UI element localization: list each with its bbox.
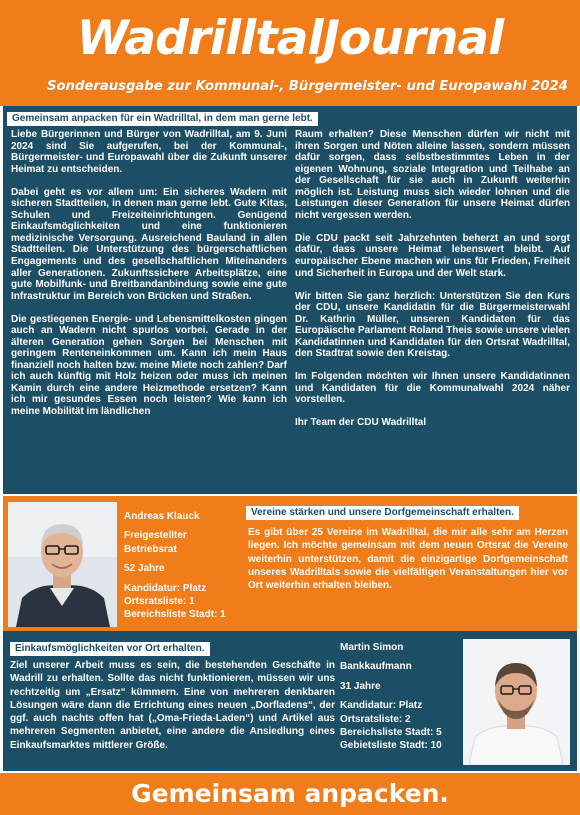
portrait-image: [463, 639, 570, 765]
candidate-photo-simon: [463, 639, 570, 765]
candidate-role: Freigestellter: [124, 530, 187, 542]
article-paragraph: Raum erhalten? Diese Menschen dürfen wir nicht mit ihren Sorgen und Nöten alleine lassen, sondern müssen dafür sorgen, dass selbstbestimmtes Leben in der eigenen Wohnung, soziale Integration und Teilhabe an der Gesellschaft für sie auch in Zukunft weiterhin möglich ist. Leistung muss sich wieder lohnen und die Leistungen dieser Generation für unsere Heimat dürfen nicht vergessen werden.: [295, 129, 570, 221]
article-paragraph: Liebe Bürgerinnen und Bürger von Wadrilltal, am 9. Juni 2024 sind Sie aufgerufen, bei der Kommunal-, Bürgermeister- und Europawahl über die Zukunft unserer Heimat zu entscheiden.: [11, 129, 287, 175]
candidate-age: 31 Jahre: [340, 680, 381, 692]
candidate-simon-text: Ziel unserer Arbeit muss es sein, die bestehenden Geschäfte in Wadrill zu erhalten. Sollte das nicht funktionieren, müssen wir uns rechtzeitig um „Ersatz“ kümmern. Eine von mehreren denkbaren Lösungen wäre dann die Errichtung eines neuen „Dorfladens“, der ggf. auch nachts offen hat („Oma-Frieda-Laden“) und Artikel aus mehreren Segmenten anbietet, eine andere die Ansiedlung eines Einkaufsmarktes mittlerer Größe.: [10, 660, 335, 751]
main-article-heading: Gemeinsam anpacken für ein Wadrilltal, in dem man gerne lebt.: [6, 111, 319, 127]
candidate-role: Betriebsrat: [124, 543, 177, 555]
article-paragraph: Die gestiegenen Energie- und Lebensmittelkosten gingen auch an Wadern nicht spurlos vorbei. Gerade in der älteren Generation gehen Sorgen bei Menschen mit geringem Renteneinkommen um. Kann ich mein Haus finanziell noch halten bzw. meine Miete noch zahlen? Darf ich auch künftig mit Holz heizen oder muss ich meinen Kamin durch eine andere Heizmethode ersetzen? Kann ich mir gesundes Essen noch leisten? Wie kann ich meine Mobilität im ländlichen: [11, 313, 287, 418]
candidate-ortsratsliste: Ortsratsliste: 1: [124, 596, 195, 608]
candidate-kandidatur: Kandidatur: Platz: [340, 700, 423, 712]
main-article-right-column: [295, 129, 570, 441]
candidate-photo-klauck: [8, 502, 117, 627]
candidate-klauck-heading: Vereine stärken und unsere Dorfgemeinschaft erhalten.: [245, 505, 520, 521]
article-paragraph: Die CDU packt seit Jahrzehnten beherzt an und sorgt dafür, dass unsere Heimat lebenswert bleibt. Auf europäischer Ebene machen wir uns für Frieden, Freiheit und Sicherheit in Europa und der Welt stark.: [295, 232, 570, 279]
edition-subtitle: Sonderausgabe zur Kommunal-, Bürgermeister- und Europawahl 2024: [47, 79, 568, 94]
candidate-simon-heading: Einkaufsmöglichkeiten vor Ort erhalten.: [9, 641, 211, 657]
article-paragraph: Dabei geht es vor allem um: Ein sicheres Wadern mit sicheren Stadtteilen, in denen man gerne lebt. Gute Kitas, Schulen und Freizeiteinrichtungen. Genügend Einkaufsmöglichkeiten und eine funktionieren medizinische Versorgung. Ausreichend Bauland in allen Stadtteilen. Die Unterstützung des bürgerschaftlichen Engagements und des gesellschaftlichen Miteinanders aller Generationen. Zukunftssichere Arbeitsplätze, eine gute Mobilfunk- und Breitbandanbindung sowie eine gute Infrastruktur im Bereich von Brücken und Straßen.: [11, 186, 287, 302]
portrait-image: [8, 502, 117, 627]
candidate-name: Martin Simon: [340, 642, 404, 653]
article-paragraph: Im Folgenden möchten wir Ihnen unsere Kandidatinnen und Kandidaten für die Kommunalwahl 2024 näher vorstellen.: [295, 371, 570, 406]
main-article-left-column: [11, 129, 287, 429]
article-paragraph: Wir bitten Sie ganz herzlich: Unterstützen Sie den Kurs der CDU, unsere Kandidatin für die Bürgermeisterwahl Dr. Kathrin Müller, unseren Kandidaten für das Europäische Parlament Roland Theis sowie unsere vielen Kandidatinnen und Kandidaten für den Ortsrat Wadrilltal, den Stadtrat sowie den Kreistag.: [295, 290, 570, 360]
candidate-gebietsliste: Gebietsliste Stadt: 10: [340, 740, 442, 752]
candidate-simon-section: [3, 631, 577, 771]
masthead: [0, 0, 580, 106]
candidate-info-simon: [340, 641, 470, 753]
candidate-bereichsliste: Bereichsliste Stadt: 1: [124, 609, 226, 621]
candidate-role: Bankkaufmann: [340, 661, 412, 673]
candidate-info-klauck: [124, 510, 249, 622]
candidate-age: 52 Jahre: [124, 563, 165, 575]
footer-banner: [0, 773, 580, 815]
candidate-bereichsliste: Bereichsliste Stadt: 5: [340, 727, 442, 739]
article-signature: Ihr Team der CDU Wadrilltal: [295, 417, 427, 429]
candidate-ortsratsliste: Ortsratsliste: 2: [340, 713, 411, 725]
footer-slogan: Gemeinsam anpacken.: [131, 779, 449, 808]
newspaper-title: WadrilltalJournal: [76, 11, 504, 66]
candidate-kandidatur: Kandidatur: Platz: [124, 582, 207, 594]
main-article: [3, 106, 577, 494]
candidate-name: Andreas Klauck: [124, 511, 200, 522]
candidate-klauck-text: Es gibt über 25 Vereine im Wadrilltal, die mir alle sehr am Herzen liegen. Ich möchte gemeinsam mit dem neuen Ortsrat die Vereine weiterhin unterstützen, damit die einzigartige Dorfgemeinschaft unseres Wadrilltals sowie die vielfältigen Veranstaltungen hier vor Ort weiterhin erhalten bleiben.: [248, 527, 568, 592]
candidate-klauck-section: [3, 496, 577, 631]
